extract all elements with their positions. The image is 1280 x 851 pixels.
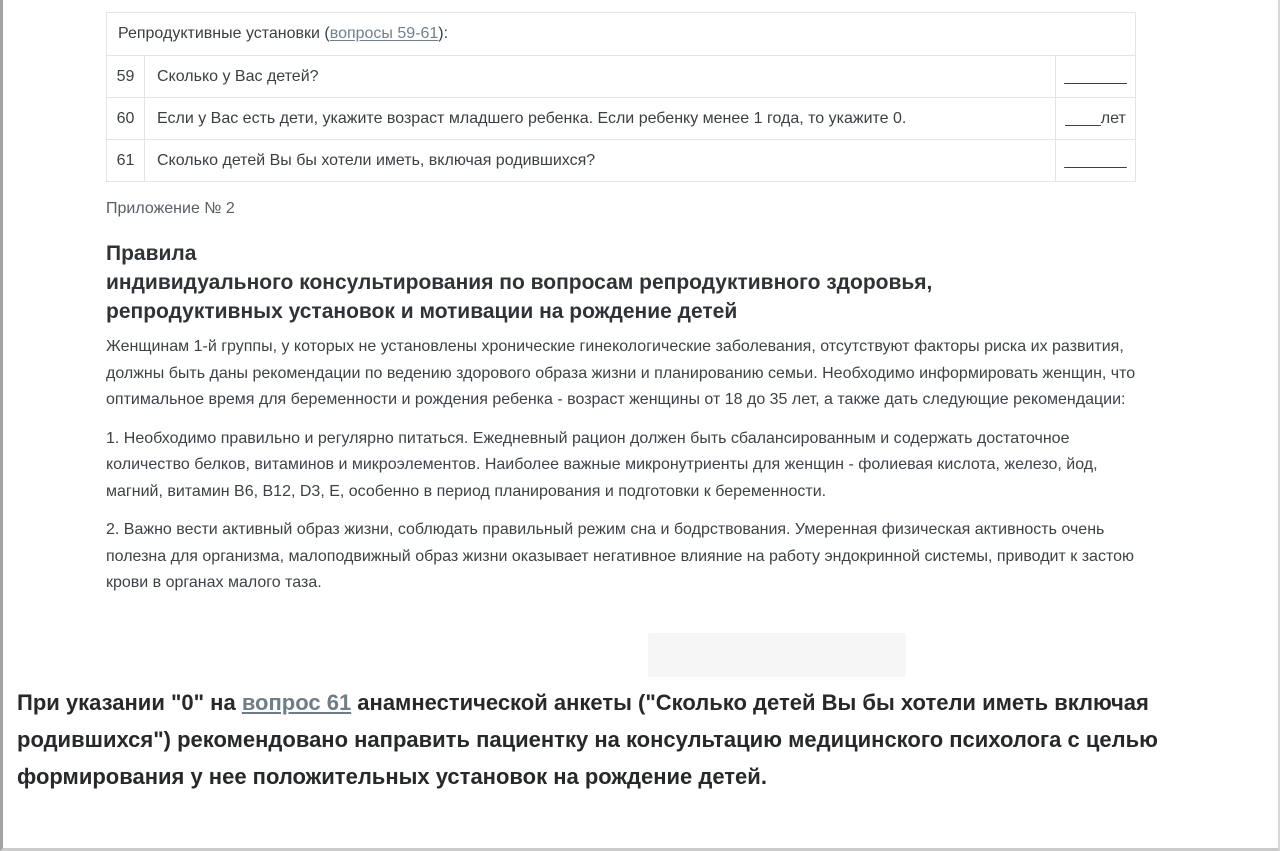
rules-heading — [106, 239, 1138, 326]
question-text: Сколько детей Вы бы хотели иметь, включая родившихся? — [145, 140, 1056, 182]
table-row-59 — [107, 56, 1136, 98]
rules-heading-line2: индивидуального консультирования по вопросам репродуктивного здоровья, — [106, 271, 933, 294]
rules-heading-line1: Правила — [106, 242, 197, 265]
bottom-note-prefix: При указании "0" на — [17, 690, 242, 715]
table-header-text: Репродуктивные установки ( — [118, 25, 330, 42]
intro-paragraph: Женщинам 1-й группы, у которых не установлены хронические гинекологические заболевания, отсутствуют факторы риска их развития, должны быть даны рекомендации по ведению здорового образа жизни и планированию семьи. Необходимо информировать женщин, что оптимальное время для беременности и рождения ребенка - возраст женщины от 18 до 35 лет, а также дать следующие рекомендации: — [106, 338, 1136, 408]
answer-blank: _______ — [1056, 56, 1136, 98]
questionnaire-table — [106, 12, 1136, 182]
questions-59-61-link[interactable]: вопросы 59-61 — [329, 25, 439, 42]
recommendation-2-paragraph: 2. Важно вести активный образ жизни, соблюдать правильный режим сна и бодрствования. Умеренная физическая активность очень полезна для организма, малоподвижный образ жизни оказывает негативное влияние на работу эндокринной системы, приводит к застою крови в органах малого таза. — [106, 521, 1134, 591]
question-61-link[interactable]: вопрос 61 — [241, 690, 352, 715]
question-number: 59 — [107, 56, 145, 98]
question-number: 60 — [107, 98, 145, 140]
bottom-note-suffix: анамнестической анкеты ("Сколько детей Вы бы хотели иметь включая родившихся") рекомендовано направить пациентку на консультацию медицинского психолога с целью формирования у нее положительных установок на рождение детей. — [17, 690, 1158, 789]
table-header-cell — [107, 13, 1136, 56]
recommendation-1-paragraph: 1. Необходимо правильно и регулярно питаться. Ежедневный рацион должен быть сбалансированным и содержать достаточное количество белков, витаминов и микроэлементов. Наиболее важные микронутриенты для женщин - фолиевая кислота, железо, йод, магний, витамин B6, B12, D3, E, особенно в период планирования и подготовки к беременности. — [106, 429, 1098, 500]
question-text: Сколько у Вас детей? — [145, 56, 1056, 98]
document-body — [106, 12, 1138, 597]
bottom-note — [17, 684, 1272, 795]
table-header-suffix: ): — [438, 25, 449, 42]
question-number: 61 — [107, 140, 145, 182]
question-text: Если у Вас есть дети, укажите возраст младшего ребенка. Если ребенку менее 1 года, то укажите 0. — [145, 98, 1056, 140]
appendix-label: Приложение № 2 — [106, 200, 235, 217]
table-row-60 — [107, 98, 1136, 140]
table-row-61 — [107, 140, 1136, 182]
answer-blank: ____лет — [1056, 98, 1136, 140]
answer-blank: _______ — [1056, 140, 1136, 182]
rules-heading-line3: репродуктивных установок и мотивации на рождение детей — [106, 300, 738, 323]
table-header-row — [107, 13, 1136, 56]
image-artifact — [648, 633, 906, 677]
